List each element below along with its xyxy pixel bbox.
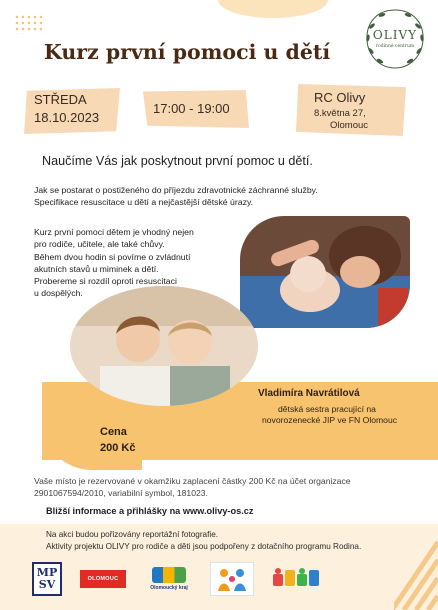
- decorative-blob: [218, 0, 328, 18]
- logo-subtitle: rodinné centrum: [375, 44, 415, 49]
- family-figures-icon: [214, 565, 250, 593]
- description-line: Kurz první pomoci dětem je vhodný nejen: [34, 227, 194, 237]
- event-day: STŘEDA: [34, 92, 87, 107]
- decorative-dots: [14, 14, 42, 34]
- event-date: 18.10.2023: [34, 110, 100, 125]
- olomouc-logo: [80, 562, 126, 596]
- description-line: u dospělých.: [34, 288, 83, 299]
- page-title: Kurz první pomoci u dětí: [44, 40, 331, 64]
- price-label: Cena: [100, 426, 127, 438]
- footer-note: Aktivity projektu OLIVY pro rodiče a děti jsou podpořeny z dotačního programu Rodina.: [46, 542, 362, 551]
- intro-line: Jak se postarat o postiženého do příjezdu zdravotnické záchranné služby.: [34, 185, 318, 195]
- price-band: [42, 410, 142, 470]
- event-place: RC Olivy: [314, 90, 366, 105]
- puzzle-figures-icon: [271, 566, 325, 592]
- kraj-logo-text: Olomoucký kraj: [150, 585, 188, 591]
- puzzle-partner-logo: [270, 562, 326, 596]
- cpr-training-photo: [240, 216, 410, 328]
- family-program-logo: [210, 562, 254, 596]
- reservation-line: Vaše místo je rezervované v okamžiku zaplacení částky 200 Kč na účet organizace: [34, 476, 351, 486]
- intro-line: Specifikace resuscitace u dětí a nejčastější dětské úrazy.: [34, 197, 254, 208]
- children-photo: [70, 286, 258, 406]
- olomoucky-kraj-logo: [142, 562, 196, 596]
- event-address-street: 8.května 27,: [314, 108, 366, 119]
- price-value: 200 Kč: [100, 442, 136, 454]
- kraj-emblem-icon: [152, 567, 186, 583]
- subtitle: Naučíme Vás jak poskytnout první pomoc u dětí.: [42, 154, 313, 168]
- footer-note: Na akci budou pořizovány reportážní fotografie.: [46, 530, 219, 539]
- logo-name: OLIVY: [372, 28, 418, 42]
- trainer-role: novorozenecké JIP ve FN Olomouc: [262, 415, 398, 425]
- olivy-logo: [362, 6, 428, 72]
- olomouc-logo-text: OLOMOUC: [80, 570, 126, 588]
- event-time: 17:00 - 19:00: [153, 101, 230, 116]
- reservation-text: [34, 475, 351, 499]
- mpsv-logo-top: MP: [36, 566, 58, 579]
- decorative-stripes: [394, 540, 438, 610]
- event-address-city: Olomouc: [330, 120, 369, 131]
- mpsv-logo: [32, 562, 62, 596]
- more-info-link[interactable]: Bližší informace a přihlášky na www.olivy-os.cz: [46, 506, 254, 516]
- mpsv-logo-bottom: SV: [38, 578, 56, 591]
- description-line: Během dvou hodin si povíme o zvládnutí: [34, 251, 191, 262]
- trainer-name: Vladimíra Navrátilová: [258, 388, 360, 399]
- description-line: akutních stavů u miminek a dětí.: [34, 263, 159, 274]
- trainer-role: dětská sestra pracující na: [278, 404, 376, 414]
- description-line: Probereme si rozdíl oproti resuscitaci: [34, 276, 177, 287]
- intro-text: [34, 184, 318, 209]
- reservation-line: 2901067594/2010, variabilní symbol, 181023.: [34, 488, 208, 498]
- description-line: pro rodiče, učitele, ale také chůvy.: [34, 239, 165, 250]
